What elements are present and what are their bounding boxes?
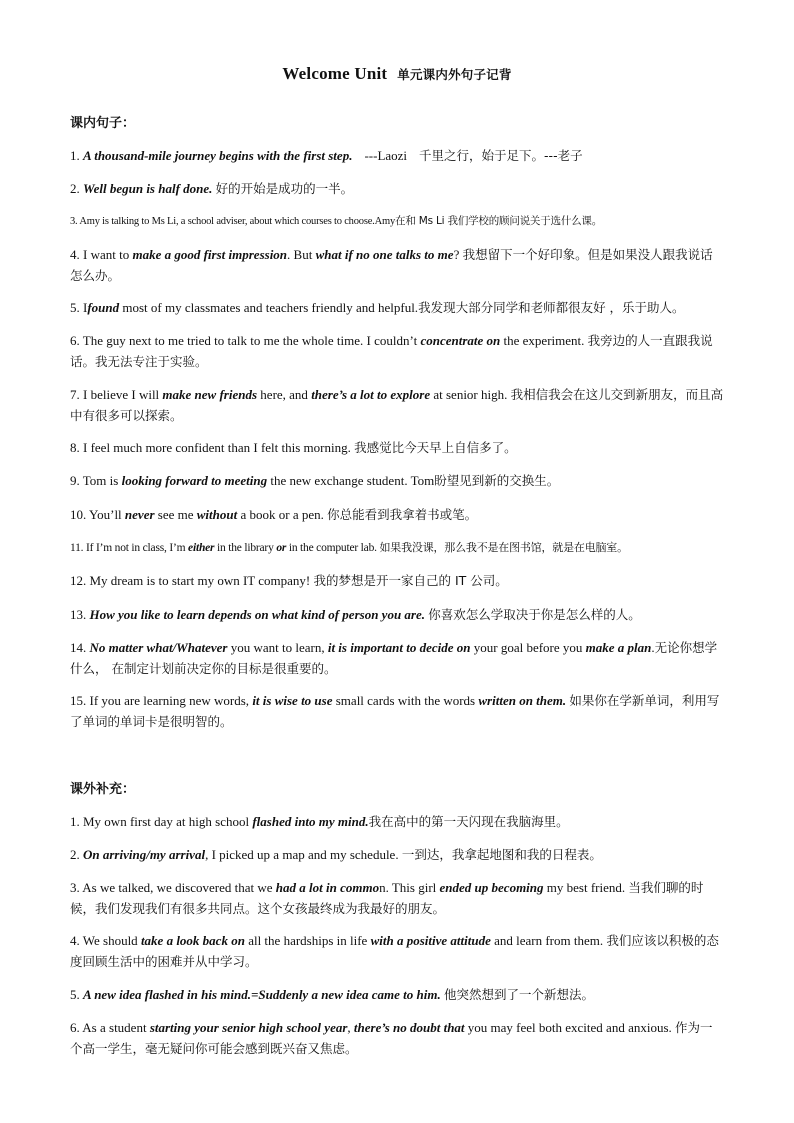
list-item: 4. I want to make a good first impression. But what if no one talks to me? 我想留下一个好印象。但是如果没人跟我说话怎么办。 [70, 247, 713, 283]
section-heading-extra: 课外补充： [70, 782, 136, 797]
list-item: 7. I believe I will make new friends here, and there’s a lot to explore at senior high. 我相信我会在这儿交到新朋友，而且高中有很多可以探索。 [70, 387, 724, 423]
list-item: 9. Tom is looking forward to meeting the new exchange student. Tom盼望见到新的交换生。 [70, 473, 560, 488]
list-item: 1. A thousand-mile journey begins with the first step. ---Laozi 千里之行，始于足下。---老子 [70, 148, 583, 163]
list-item: 6. As a student starting your senior high school year, there’s no doubt that you may feel both excited and anxious. 作为一个高一学生，毫无疑问你可能会感到既兴奋又焦虑。 [70, 1020, 713, 1056]
list-item: 15. If you are learning new words, it is wise to use small cards with the words written on them. 如果你在学新单词，利用写了单词的单词卡是很明智的。 [70, 693, 720, 729]
list-item: 2. On arriving/my arrival, I picked up a map and my schedule. 一到达，我拿起地图和我的日程表。 [70, 847, 602, 862]
list-item: 10. You’ll never see me without a book or a pen. 你总能看到我拿着书或笔。 [70, 507, 478, 522]
list-item: 4. We should take a look back on all the hardships in life with a positive attitude and learn from them. 我们应该以积极的态度回顾生活中的困难并从中学习。 [70, 933, 719, 969]
list-item: 3. As we talked, we discovered that we had a lot in common. This girl ended up becoming my best friend. 当我们聊的时候，我们发现我们有很多共同点。这个女孩最终成为我最好的朋友。 [70, 880, 704, 916]
title-en: Welcome Unit [282, 64, 388, 83]
title-cn: 单元课内外句子记背 [397, 67, 512, 82]
list-item: 11. If I’m not in class, I’m either in the library or in the computer lab. 如果我没课，那么我不是在图书馆，就是在电脑室。 [70, 541, 628, 554]
list-item: 8. I feel much more confident than I felt this morning. 我感觉比今天早上自信多了。 [70, 440, 517, 455]
list-item: 5. Ifound most of my classmates and teachers friendly and helpful.我发现大部分同学和老师都很友好 ，乐于助人。 [70, 300, 685, 315]
list-item: 1. My own first day at high school flashed into my mind.我在高中的第一天闪现在我脑海里。 [70, 814, 569, 829]
list-item: 5. A new idea flashed in his mind.=Suddenly a new idea came to him. 他突然想到了一个新想法。 [70, 987, 594, 1002]
list-item: 3. Amy is talking to Ms Li, a school adviser, about which courses to choose.Amy在和 Ms Li 我们学校的顾问说关于选什么课。 [70, 215, 603, 227]
list-item: 6. The guy next to me tried to talk to me the whole time. I couldn’t concentrate on the experiment. 我旁边的人一直跟我说话。我无法专注于实验。 [70, 333, 713, 369]
list-item: 13. How you like to learn depends on what kind of person you are. 你喜欢怎么学取决于你是怎么样的人。 [70, 607, 641, 622]
list-item: 12. My dream is to start my own IT company! 我的梦想是开一家自己的 IT 公司。 [70, 573, 508, 588]
list-item: 2. Well begun is half done. 好的开始是成功的一半。 [70, 181, 354, 196]
page-title [0, 64, 794, 84]
list-item: 14. No matter what/Whatever you want to learn, it is important to decide on your goal before you make a plan.无论你想学什么， 在制定计划前决定你的目标是很重要的。 [70, 640, 718, 676]
section-heading-in-class: 课内句子： [70, 116, 136, 131]
